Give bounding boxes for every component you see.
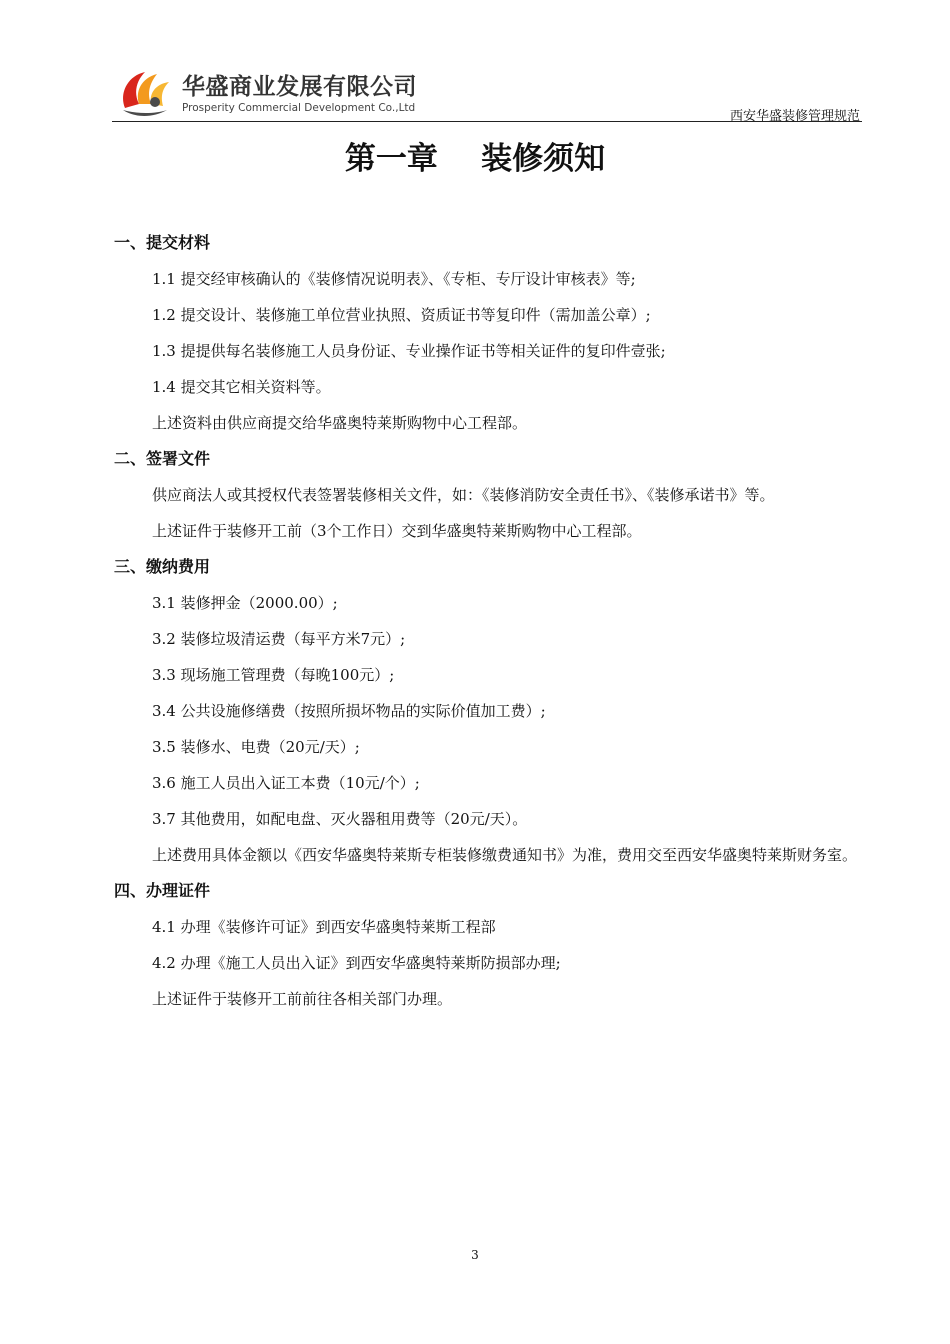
paragraph: 1.2 提交设计、装修施工单位营业执照、资质证书等复印件（需加盖公章）; (152, 306, 651, 324)
document-title: 西安华盛装修管理规范 (729, 109, 860, 124)
paragraph: 1.1 提交经审核确认的《装修情况说明表》、《专柜、专厅设计审核表》等; (152, 270, 636, 288)
document-body (114, 225, 862, 1017)
paragraph: 3.2 装修垃圾清运费（每平方米7元）; (152, 630, 406, 648)
paragraph: 上述证件于装修开工前前往各相关部门办理。 (152, 990, 453, 1008)
chapter-title: 第一章 装修须知 (344, 141, 606, 177)
paragraph: 1.3 提提供每名装修施工人员身份证、专业操作证书等相关证件的复印件壹张; (152, 342, 666, 360)
section-heading: 四、办理证件 (114, 881, 211, 900)
paragraph: 3.4 公共设施修缮费（按照所损坏物品的实际价值加工费）; (152, 702, 546, 720)
paragraph: 3.3 现场施工管理费（每晚100元）; (152, 666, 395, 684)
section-heading: 三、缴纳费用 (114, 557, 211, 576)
company-logo-icon (117, 64, 175, 122)
paragraph: 上述资料由供应商提交给华盛奥特莱斯购物中心工程部。 (152, 414, 528, 432)
paragraph: 3.1 装修押金（2000.00）; (152, 594, 338, 612)
page-header (112, 62, 862, 122)
paragraph: 3.7 其他费用，如配电盘、灭火器租用费等（20元/天）。 (152, 810, 528, 828)
section-heading: 二、签署文件 (114, 449, 211, 468)
paragraph: 4.1 办理《装修许可证》到西安华盛奥特莱斯工程部 (152, 918, 496, 936)
paragraph: 3.6 施工人员出入证工本费（10元/个）; (152, 774, 420, 792)
page-number: 3 (471, 1248, 479, 1262)
paragraph: 4.2 办理《施工人员出入证》到西安华盛奥特莱斯防损部办理; (152, 954, 561, 972)
paragraph: 上述费用具体金额以《西安华盛奥特莱斯专柜装修缴费通知书》为准，费用交至西安华盛奥特莱斯财务室。 (152, 846, 858, 864)
paragraph: 上述证件于装修开工前（3个工作日）交到华盛奥特莱斯购物中心工程部。 (152, 522, 642, 540)
paragraph: 供应商法人或其授权代表签署装修相关文件，如：《装修消防安全责任书》、《装修承诺书》等。 (152, 486, 775, 504)
company-name-en: Prosperity Commercial Development Co.,Ltd (182, 102, 416, 114)
paragraph: 3.5 装修水、电费（20元/天）; (152, 738, 360, 756)
company-name-cn: 华盛商业发展有限公司 (182, 74, 417, 100)
header-divider (112, 121, 862, 122)
paragraph: 1.4 提交其它相关资料等。 (152, 378, 331, 396)
section-heading: 一、提交材料 (114, 233, 211, 252)
